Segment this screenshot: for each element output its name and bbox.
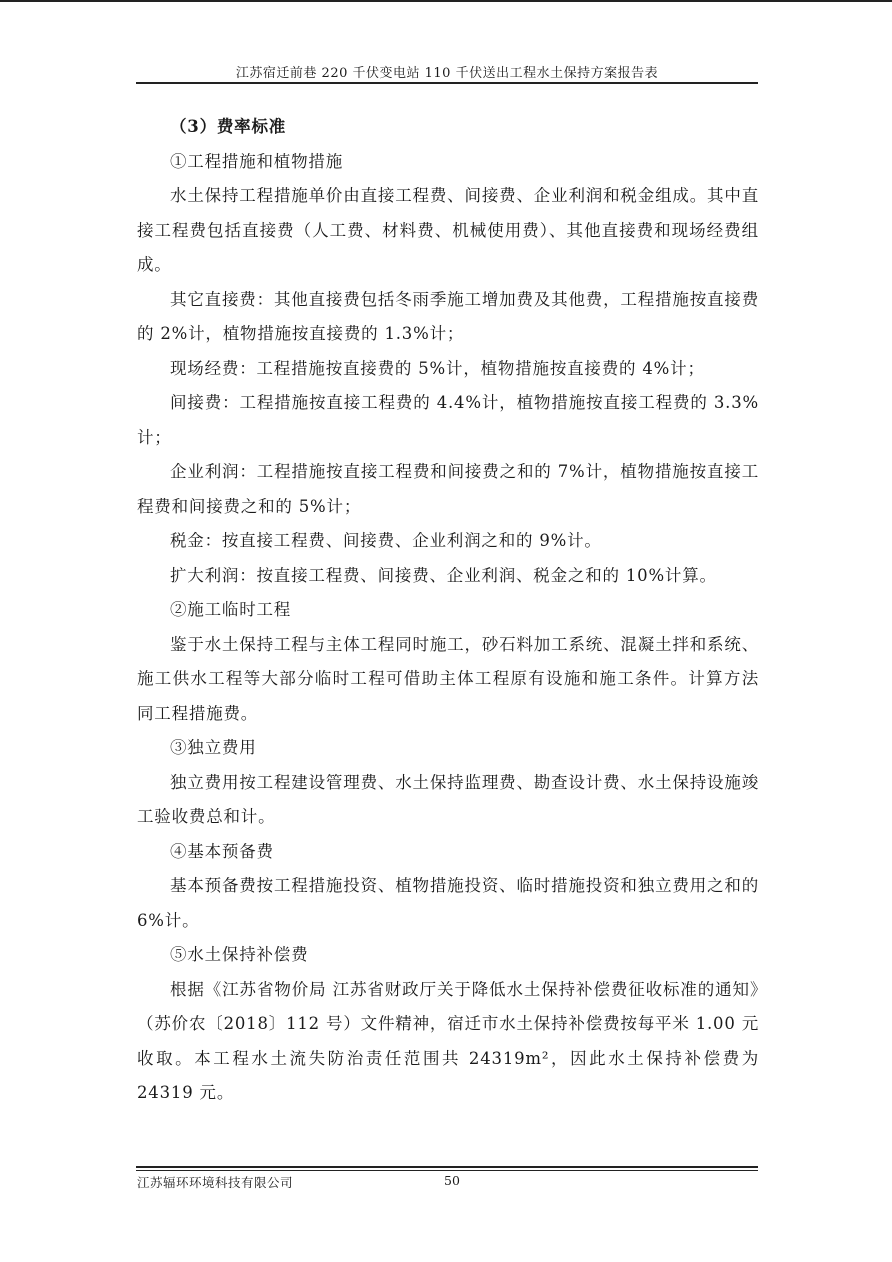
paragraph-tax: 税金：按直接工程费、间接费、企业利润之和的 9%计。 xyxy=(170,531,602,550)
paragraph-site-expenses: 现场经费：工程措施按直接费的 5%计，植物措施按直接费的 4%计； xyxy=(170,358,705,378)
subheading-engineering-and-plant-measures: ①工程措施和植物措施 xyxy=(170,151,343,171)
top-border xyxy=(0,0,892,2)
section-heading-fee-standard: （3）费率标准 xyxy=(170,117,287,136)
footer-rule-thin xyxy=(136,1170,758,1171)
subheading-independent-costs: ③独立费用 xyxy=(170,738,257,757)
paragraph-temporary-works: 鉴于水土保持工程与主体工程同时施工，砂石料加工系统、混凝土拌和系统、施工供水工程等大部分临时工程可借助主体工程原有设施和施工条件。计算方法同工程措施费。 xyxy=(137,634,759,723)
subheading-basic-reserve: ④基本预备费 xyxy=(170,841,274,861)
paragraph-indirect-costs: 间接费：工程措施按直接工程费的 4.4%计，植物措施按直接工程费的 3.3%计； xyxy=(137,393,759,447)
paragraph-other-direct-costs: 其它直接费：其他直接费包括冬雨季施工增加费及其他费，工程措施按直接费的 2%计，植物措施按直接费的 1.3%计； xyxy=(137,289,759,343)
paragraph-independent-costs: 独立费用按工程建设管理费、水土保持监理费、勘查设计费、水土保持设施竣工验收费总和计。 xyxy=(137,772,759,826)
paragraph-basic-reserve: 基本预备费按工程措施投资、植物措施投资、临时措施投资和独立费用之和的 6%计。 xyxy=(137,876,759,930)
subheading-temporary-works: ②施工临时工程 xyxy=(170,600,292,619)
paragraph-expanded-profit: 扩大利润：按直接工程费、间接费、企业利润、税金之和的 10%计算。 xyxy=(170,565,717,585)
footer-company-name: 江苏辐环环境科技有限公司 xyxy=(137,1175,294,1190)
page-number: 50 xyxy=(444,1173,460,1188)
paragraph-compensation-fee: 根据《江苏省物价局 江苏省财政厅关于降低水土保持补偿费征收标准的通知》（苏价农〔2018〕112 号）文件精神，宿迁市水土保持补偿费按每平米 1.00 元收取。本工程水土流失防治责任范围共 24319m²，因此水土保持补偿费为 24319 元。 xyxy=(137,979,759,1102)
paragraph-unit-price-composition: 水土保持工程措施单价由直接工程费、间接费、企业利润和税金组成。其中直接工程费包括直接费（人工费、材料费、机械使用费）、其他直接费和现场经费组成。 xyxy=(137,186,759,274)
footer-rule-thick xyxy=(136,1166,758,1168)
page-header-title: 江苏宿迁前巷 220 千伏变电站 110 千伏送出工程水土保持方案报告表 xyxy=(235,66,659,81)
subheading-compensation-fee: ⑤水土保持补偿费 xyxy=(170,945,309,964)
header-rule xyxy=(136,82,758,84)
document-body xyxy=(137,110,759,1111)
paragraph-enterprise-profit: 企业利润：工程措施按直接工程费和间接费之和的 7%计，植物措施按直接工程费和间接费之和的 5%计； xyxy=(137,462,759,516)
